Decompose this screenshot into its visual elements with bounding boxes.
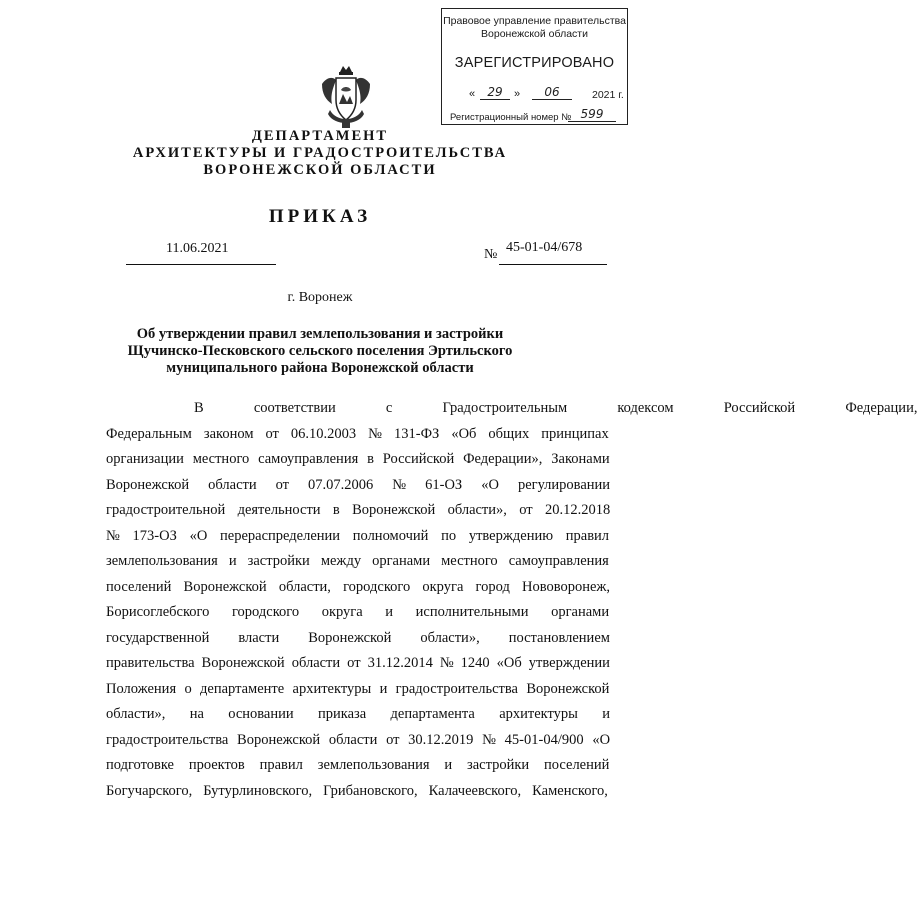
body-line: градостроительной деятельности в Воронежской области», от 20.12.2018 <box>106 502 611 518</box>
body-line: землепользования и застройки между органами местного самоуправления <box>106 553 609 569</box>
department-title-line3: ВОРОНЕЖСКОЙ ОБЛАСТИ <box>203 162 437 178</box>
body-line: поселений Воронежской области, городского округа город Нововоронеж, <box>106 578 611 595</box>
body-paragraph <box>106 396 917 804</box>
stamp-number-label: Регистрационный номер № <box>450 112 572 123</box>
order-date: 11.06.2021 <box>166 241 229 256</box>
city: г. Воронеж <box>287 290 353 305</box>
body-line: Борисоглебского городского округа и исполнительными органами <box>106 604 610 620</box>
stamp-month: 06 <box>532 85 572 100</box>
stamp-year: 2021 г. <box>592 89 624 101</box>
subject-line3: муниципального района Воронежской области <box>166 360 474 376</box>
date-underline <box>126 264 276 265</box>
stamp-day: 29 <box>480 85 510 100</box>
stamp-org-line1: Правовое управление правительства <box>443 15 626 27</box>
subject-line1: Об утверждении правил землепользования и застройки <box>136 326 504 342</box>
subject-line2: Щучинско-Песковского сельского поселения Эртильского <box>127 343 513 359</box>
order-number: 45-01-04/678 <box>506 240 583 255</box>
body-line: градостроительства Воронежской области от 30.12.2019 № 45-01-04/900 «О <box>106 731 611 748</box>
body-line: Богучарского, Бутурлиновского, Грибановского, Калачеевского, Каменского, <box>106 782 608 799</box>
body-line: № 173-ОЗ «О перераспределении полномочий по утверждению правил <box>106 527 610 544</box>
body-line: подготовке проектов правил землепользования и застройки поселений <box>106 757 610 773</box>
body-line: В соответствии с Градостроительным кодексом Российской Федерации, <box>194 400 917 416</box>
number-sign: № <box>484 247 498 262</box>
document-type: ПРИКАЗ <box>268 206 372 227</box>
body-line: государственной власти Воронежской области», постановлением <box>106 629 610 646</box>
body-line: Воронежской области от 07.07.2006 № 61-ОЗ «О регулировании <box>106 476 611 493</box>
body-line: правительства Воронежской области от 31.12.2014 № 1240 «Об утверждении <box>106 655 610 671</box>
body-line: Положения о департаменте архитектуры и градостроительства Воронежской <box>106 680 610 697</box>
stamp-number: 599 <box>568 107 616 122</box>
department-title-line2: АРХИТЕКТУРЫ И ГРАДОСТРОИТЕЛЬСТВА <box>132 145 508 161</box>
body-line: Федеральным законом от 06.10.2003 № 131-ФЗ «Об общих принципах <box>106 425 609 442</box>
number-underline <box>499 264 607 265</box>
stamp-org-line2: Воронежской области <box>481 28 588 40</box>
department-title-line1: ДЕПАРТАМЕНТ <box>251 128 389 144</box>
body-line: организации местного самоуправления в Российской Федерации», Законами <box>106 451 610 467</box>
body-line: области», на основании приказа департамента архитектуры и <box>106 706 610 722</box>
registration-stamp: Правовое управление правительства Воронежской области ЗАРЕГИСТРИРОВАНО « 29 » 06 2021 г. Регистрационный номер № 599 <box>441 8 628 125</box>
stamp-registered-label: ЗАРЕГИСТРИРОВАНО <box>454 55 615 71</box>
coat-of-arms-icon <box>316 64 376 132</box>
